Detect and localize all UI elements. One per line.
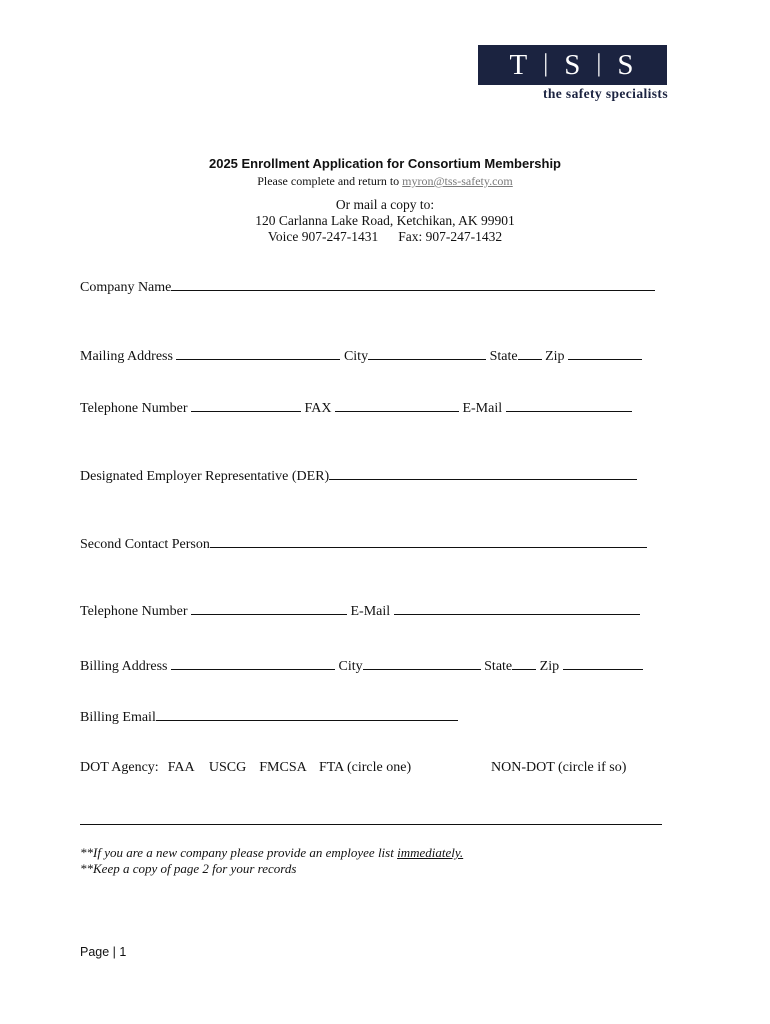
billing-state-field[interactable]	[512, 656, 536, 670]
company-name-field[interactable]	[171, 277, 655, 291]
non-dot-option[interactable]: NON-DOT (circle if so)	[491, 760, 627, 775]
second-contact-label: Second Contact Person	[80, 537, 210, 552]
dot-option-uscg[interactable]: USCG	[208, 760, 247, 775]
email-field[interactable]	[506, 398, 632, 412]
new-company-note-text: **If you are a new company please provide an employee list	[80, 845, 398, 860]
billing-email-row	[80, 707, 458, 727]
voice-number: Voice 907-247-1431	[267, 229, 379, 244]
state-field[interactable]	[518, 346, 542, 360]
zip-label: Zip	[545, 349, 565, 364]
der-label: Designated Employer Representative (DER)	[80, 469, 330, 484]
contact-numbers	[0, 229, 770, 245]
telephone2-field[interactable]	[191, 601, 347, 615]
billing-zip-field[interactable]	[563, 656, 643, 670]
telephone-field[interactable]	[191, 398, 301, 412]
email-label: E-Mail	[462, 401, 503, 416]
return-email-link[interactable]: myron@tss-safety.com	[402, 174, 513, 188]
der-row	[80, 466, 637, 486]
logo-tagline: the safety specialists	[542, 86, 668, 101]
return-prefix: Please complete and return to	[257, 174, 403, 188]
dot-option-fmcsa[interactable]: FMCSA	[259, 760, 306, 775]
keep-copy-note: **Keep a copy of page 2 for your records	[80, 861, 297, 876]
telephone2-label: Telephone Number	[80, 604, 188, 619]
logo-letter-s2: S	[617, 48, 636, 81]
logo-letter-s1: S	[564, 48, 583, 81]
state-label: State	[489, 349, 518, 364]
logo-separator: |	[543, 50, 551, 77]
company-name-label: Company Name	[80, 280, 172, 295]
company-logo	[478, 45, 667, 85]
mailing-address-row	[80, 346, 642, 366]
email2-label: E-Mail	[350, 604, 391, 619]
fax-label: FAX	[304, 401, 332, 416]
billing-address-field[interactable]	[171, 656, 335, 670]
return-instructions	[0, 174, 770, 189]
second-contact-field[interactable]	[210, 534, 647, 548]
email2-field[interactable]	[394, 601, 640, 615]
new-company-note	[80, 845, 463, 861]
billing-address-label: Billing Address	[80, 659, 168, 674]
billing-city-field[interactable]	[363, 656, 481, 670]
telephone-row	[80, 398, 632, 418]
billing-city-label: City	[338, 659, 363, 674]
billing-state-label: State	[484, 659, 513, 674]
company-name-row	[80, 277, 655, 297]
city-label: City	[343, 349, 369, 364]
mailing-address: 120 Carlanna Lake Road, Ketchikan, AK 99901	[255, 213, 515, 228]
dot-agency-row	[80, 759, 411, 777]
billing-address-row	[80, 656, 643, 676]
der-field[interactable]	[329, 466, 637, 480]
dot-agency-label: DOT Agency:	[80, 760, 159, 775]
zip-field[interactable]	[568, 346, 642, 360]
logo-letter-t: T	[509, 48, 530, 81]
city-field[interactable]	[368, 346, 486, 360]
billing-email-label: Billing Email	[80, 710, 156, 725]
page-number: Page | 1	[80, 945, 127, 959]
new-company-note-emphasis: immediately.	[397, 845, 464, 860]
telephone2-row	[80, 601, 640, 621]
fax-field[interactable]	[335, 398, 459, 412]
billing-zip-label: Zip	[539, 659, 560, 674]
mailing-address-label: Mailing Address	[80, 349, 173, 364]
mailing-address-field[interactable]	[176, 346, 340, 360]
mail-copy-label: Or mail a copy to:	[335, 197, 435, 212]
billing-email-field[interactable]	[156, 707, 458, 721]
dot-option-fta[interactable]: FTA (circle one)	[318, 760, 412, 775]
second-contact-row	[80, 534, 647, 554]
telephone-label: Telephone Number	[80, 401, 188, 416]
logo-separator: |	[596, 50, 604, 77]
dot-option-faa[interactable]: FAA	[167, 760, 194, 775]
page-title: 2025 Enrollment Application for Consortium Membership	[208, 156, 561, 171]
separator-line	[80, 824, 662, 825]
fax-number: Fax: 907-247-1432	[398, 229, 503, 244]
